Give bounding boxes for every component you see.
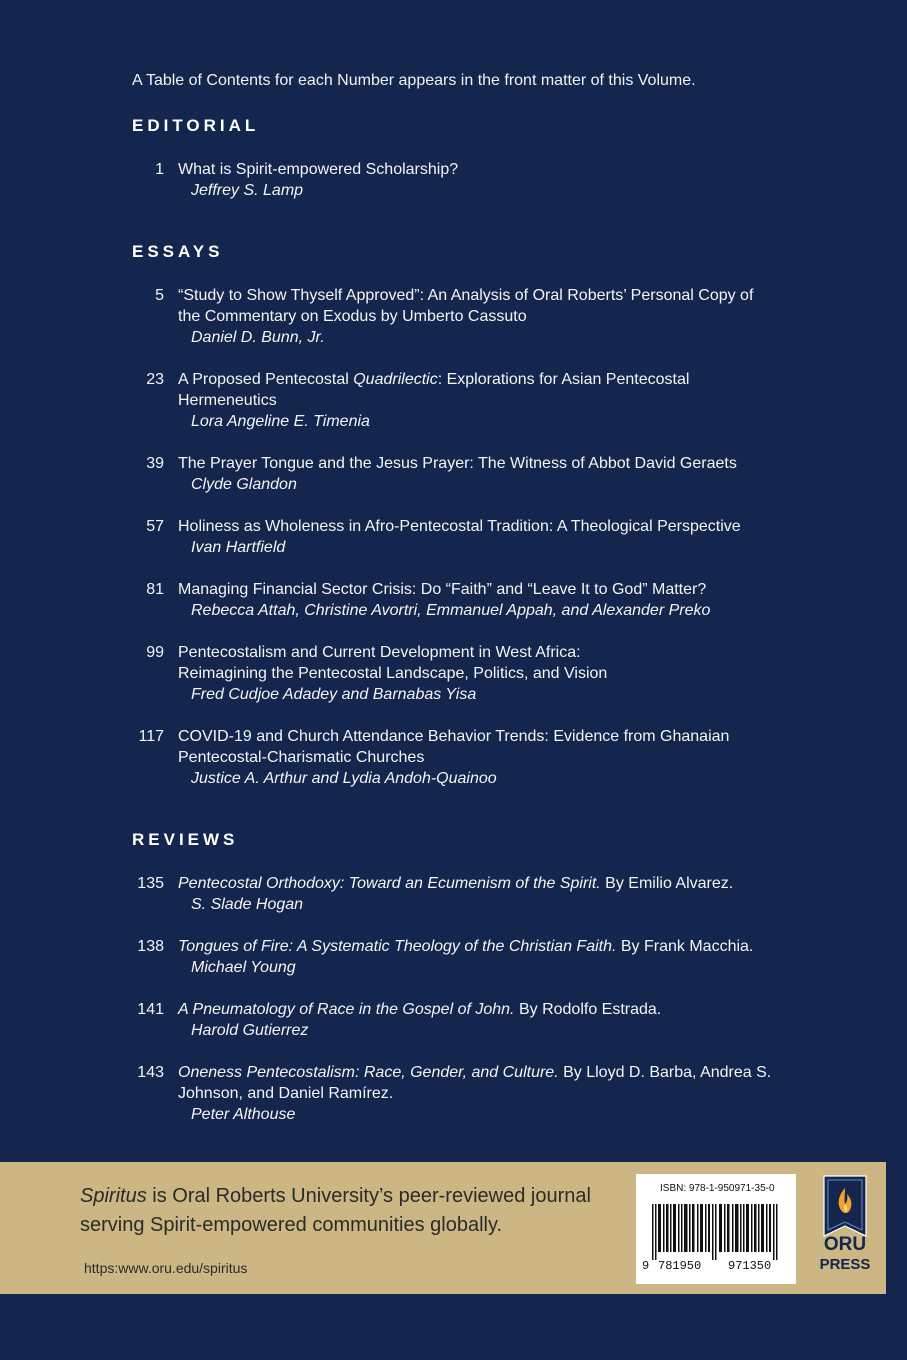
entry-author: Ivan Hartfield bbox=[191, 539, 286, 556]
entry-author: Lora Angeline E. Timenia bbox=[191, 413, 370, 430]
journal-description-line2: serving Spirit-empowered communities globally. bbox=[80, 1214, 503, 1236]
toc-entry bbox=[130, 873, 810, 915]
book-title: Tongues of Fire: A Systematic Theology of the Christian Faith. bbox=[178, 938, 617, 955]
entry-author: Michael Young bbox=[191, 959, 296, 976]
title-italic-part: Quadrilectic bbox=[353, 371, 438, 388]
toc-entry bbox=[130, 453, 810, 495]
entry-title bbox=[178, 936, 810, 957]
barcode-digits-right: 971350 bbox=[728, 1259, 772, 1273]
entry-title: What is Spirit-empowered Scholarship? bbox=[178, 161, 459, 178]
section-title-reviews: REVIEWS bbox=[132, 830, 239, 849]
entry-title: COVID-19 and Church Attendance Behavior Trends: Evidence from Ghanaian bbox=[178, 728, 730, 745]
entry-title: Holiness as Wholeness in Afro-Pentecostal Tradition: A Theological Perspective bbox=[178, 518, 741, 535]
toc-entry bbox=[130, 285, 810, 348]
toc-intro: A Table of Contents for each Number appears in the front matter of this Volume. bbox=[132, 72, 696, 89]
page-number: 138 bbox=[137, 938, 164, 955]
journal-name: Spiritus bbox=[80, 1185, 147, 1207]
barcode-digits-left: 781950 bbox=[658, 1259, 702, 1273]
page-number: 57 bbox=[146, 518, 164, 535]
page-number: 143 bbox=[137, 1064, 164, 1081]
entry-author: Peter Althouse bbox=[191, 1106, 296, 1123]
entry-title bbox=[178, 999, 810, 1020]
title-part: : Explorations for Asian Pentecostal bbox=[437, 371, 690, 388]
toc-entry bbox=[130, 999, 810, 1041]
toc-entry bbox=[130, 516, 810, 558]
entry-title: Pentecostalism and Current Development in West Africa: bbox=[178, 644, 581, 661]
entry-author: Rebecca Attah, Christine Avortri, Emmanuel Appah, and Alexander Preko bbox=[191, 602, 711, 619]
page-number: 117 bbox=[138, 728, 164, 745]
entry-title: “Study to Show Thyself Approved”: An Analysis of Oral Roberts’ Personal Copy of bbox=[178, 287, 754, 304]
journal-description-line1: is Oral Roberts University’s peer-reviewed journal bbox=[146, 1185, 591, 1207]
book-title: Pentecostal Orthodoxy: Toward an Ecumenism of the Spirit. bbox=[178, 875, 601, 892]
entry-author: Clyde Glandon bbox=[191, 476, 297, 493]
entry-author: S. Slade Hogan bbox=[191, 896, 304, 913]
entry-title-cont: the Commentary on Exodus by Umberto Cassuto bbox=[178, 308, 527, 325]
isbn-barcode bbox=[636, 1174, 796, 1284]
page-number: 1 bbox=[155, 161, 164, 178]
page-number: 81 bbox=[146, 581, 164, 598]
oru-logo-text: ORU bbox=[823, 1234, 867, 1255]
entry-title bbox=[178, 369, 810, 390]
entry-author: Justice A. Arthur and Lydia Andoh-Quainoo bbox=[191, 770, 497, 787]
barcode-bars bbox=[652, 1204, 780, 1260]
book-title: Oneness Pentecostalism: Race, Gender, and Culture. bbox=[178, 1064, 559, 1081]
page-number: 141 bbox=[137, 1001, 164, 1018]
entry-title-cont: Reimagining the Pentecostal Landscape, Politics, and Vision bbox=[178, 665, 608, 682]
entry-author: Fred Cudjoe Adadey and Barnabas Yisa bbox=[191, 686, 477, 703]
journal-url: https:www.oru.edu/spiritus bbox=[84, 1260, 248, 1276]
toc-entry bbox=[130, 1062, 810, 1125]
page-number: 5 bbox=[155, 287, 164, 304]
entry-title bbox=[178, 873, 810, 894]
entry-author: Harold Gutierrez bbox=[191, 1022, 309, 1039]
barcode-digit-first: 9 bbox=[642, 1259, 650, 1273]
book-author: By Emilio Alvarez. bbox=[600, 875, 734, 892]
press-logo-text: PRESS bbox=[819, 1256, 871, 1273]
toc-entry bbox=[130, 159, 810, 201]
book-author: By Rodolfo Estrada. bbox=[514, 1001, 662, 1018]
entry-title-cont: Johnson, and Daniel Ramírez. bbox=[178, 1085, 394, 1102]
page-number: 135 bbox=[137, 875, 164, 892]
section-title-essays: ESSAYS bbox=[132, 242, 224, 261]
journal-description bbox=[80, 1182, 640, 1240]
page-number: 23 bbox=[146, 371, 164, 388]
entry-title: Managing Financial Sector Crisis: Do “Faith” and “Leave It to God” Matter? bbox=[178, 581, 707, 598]
entry-author: Daniel D. Bunn, Jr. bbox=[191, 329, 325, 346]
toc-entry bbox=[130, 642, 810, 705]
toc-entry bbox=[130, 936, 810, 978]
entry-title: The Prayer Tongue and the Jesus Prayer: The Witness of Abbot David Geraets bbox=[178, 455, 737, 472]
title-part: A Proposed Pentecostal bbox=[178, 371, 354, 388]
entry-title-cont: Pentecostal-Charismatic Churches bbox=[178, 749, 425, 766]
page-number: 99 bbox=[146, 644, 164, 661]
page-number: 39 bbox=[146, 455, 164, 472]
book-title: A Pneumatology of Race in the Gospel of John. bbox=[178, 1001, 515, 1018]
book-author: By Frank Macchia. bbox=[616, 938, 754, 955]
toc-entry bbox=[130, 726, 810, 789]
toc-entry bbox=[130, 579, 810, 621]
isbn-label: ISBN: 978-1-950971-35-0 bbox=[660, 1183, 775, 1194]
toc-entry bbox=[130, 369, 810, 432]
entry-author: Jeffrey S. Lamp bbox=[191, 182, 304, 199]
entry-title bbox=[178, 1062, 810, 1083]
book-author: By Lloyd D. Barba, Andrea S. bbox=[558, 1064, 772, 1081]
section-title-editorial: EDITORIAL bbox=[132, 116, 260, 135]
entry-title-cont: Hermeneutics bbox=[178, 392, 277, 409]
journal-info-band bbox=[0, 1162, 886, 1294]
